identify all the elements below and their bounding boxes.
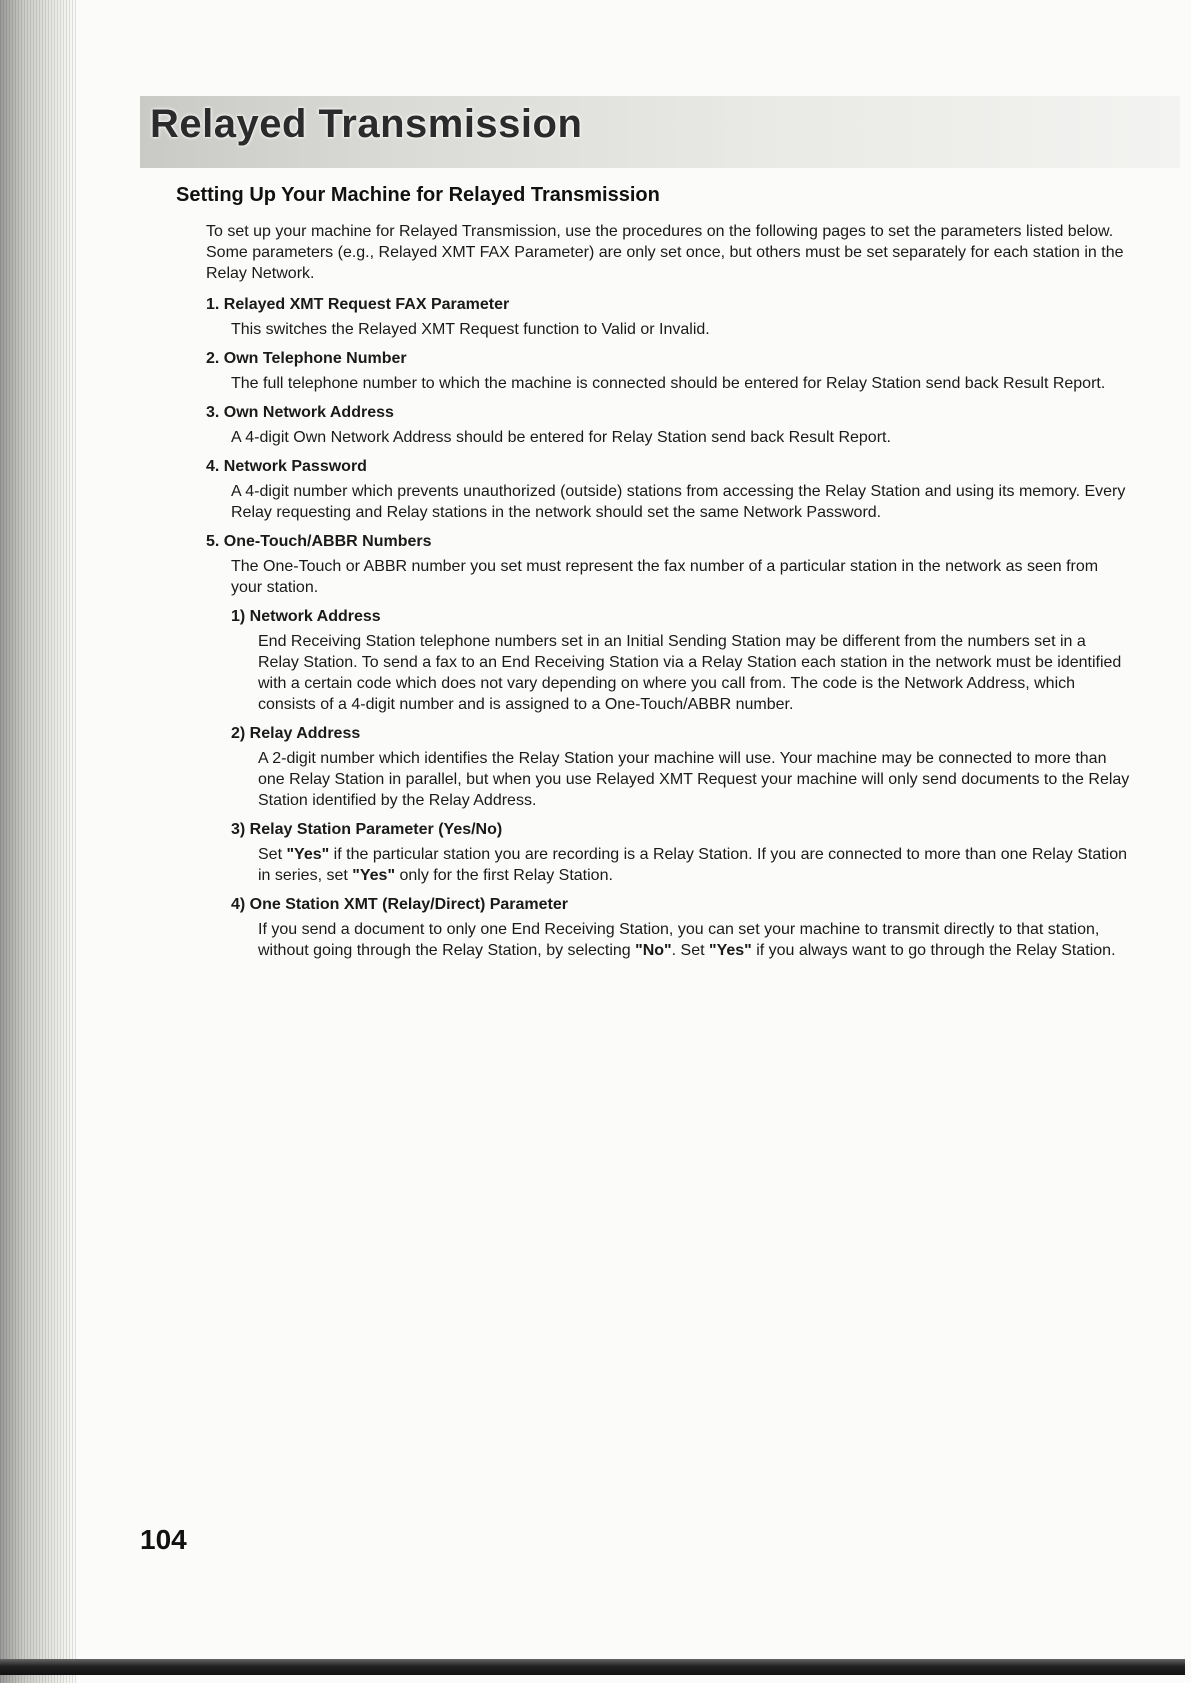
page-content <box>176 184 1136 971</box>
parameter-heading: 2. Own Telephone Number <box>206 350 407 367</box>
sub-parameter-network-address <box>231 608 1136 715</box>
parameter-heading: 4. Network Password <box>206 458 367 475</box>
page-bottom-edge <box>0 1659 1185 1675</box>
text-run: if you always want to go through the Relay Station. <box>751 942 1116 959</box>
text-run: If you send a document to only one End Receiving Station, you can set your machine to transmit directly to that station, without going through the Relay Station, by selecting <box>258 921 1100 959</box>
parameter-heading: 1. Relayed XMT Request FAX Parameter <box>206 296 510 313</box>
sub-parameter-heading: 2) Relay Address <box>231 725 361 742</box>
parameter-description: The One-Touch or ABBR number you set must represent the fax number of a particular station in the network as seen from your station. <box>231 558 1099 596</box>
no-value: "No" <box>635 942 672 959</box>
section-heading: Setting Up Your Machine for Relayed Transmission <box>176 184 660 206</box>
parameter-item-2 <box>206 350 1136 394</box>
parameter-heading: 3. Own Network Address <box>206 404 394 421</box>
page-number: 104 <box>140 1524 187 1555</box>
yes-value: "Yes" <box>708 942 752 959</box>
parameter-description: A 4-digit number which prevents unauthorized (outside) stations from accessing the Relay Station and using its memory. Every Relay requesting and Relay stations in the network should set the same Network Password. <box>231 483 1126 521</box>
sub-parameter-description: End Receiving Station telephone numbers set in an Initial Sending Station may be different from the numbers set in a Relay Station. To send a fax to an End Receiving Station via a Relay Station each station in the network must be identified with a certain code which does not vary depending on where you call from. The code is the Network Address, which consists of a 4-digit number and is assigned to a One-Touch/ABBR number. <box>258 633 1122 713</box>
sub-parameter-description <box>258 844 1131 886</box>
scan-edge-shadow <box>0 0 78 1683</box>
parameter-heading: 5. One-Touch/ABBR Numbers <box>206 533 432 550</box>
sub-parameter-heading: 1) Network Address <box>231 608 381 625</box>
text-run: . Set <box>671 942 709 959</box>
section-intro: To set up your machine for Relayed Transmission, use the procedures on the following pages to set the parameters listed below. Some parameters (e.g., Relayed XMT FAX Parameter) are only set once, but others must be set separately for each station in the Relay Network. <box>206 223 1124 282</box>
parameter-item-1 <box>206 296 1136 340</box>
parameter-item-3 <box>206 404 1136 448</box>
sub-parameter-one-station-xmt <box>231 896 1136 961</box>
parameter-description: The full telephone number to which the machine is connected should be entered for Relay Station send back Result Report. <box>231 375 1106 392</box>
text-run: Set <box>258 846 287 863</box>
text-run: only for the first Relay Station. <box>395 867 613 884</box>
sub-parameter-relay-station <box>231 821 1136 886</box>
page-title: Relayed Transmission <box>150 102 583 146</box>
parameter-item-4 <box>206 458 1136 523</box>
parameter-description: This switches the Relayed XMT Request function to Valid or Invalid. <box>231 321 710 338</box>
yes-value: "Yes" <box>286 846 330 863</box>
sub-parameter-description: A 2-digit number which identifies the Relay Station your machine will use. Your machine may be connected to more than one Relay Station in parallel, but when you use Relayed XMT Request your machine will only send documents to the Relay Station identified by the Relay Address. <box>258 750 1130 809</box>
sub-parameter-heading: 3) Relay Station Parameter (Yes/No) <box>231 821 503 838</box>
yes-value: "Yes" <box>352 867 396 884</box>
sub-parameter-heading: 4) One Station XMT (Relay/Direct) Parameter <box>231 896 568 913</box>
text-run: if the particular station you are recording is a Relay Station. If you are connected to more than one Relay Station in series, set <box>258 846 1128 884</box>
parameter-item-5 <box>206 533 1136 961</box>
sub-parameter-description <box>258 919 1131 961</box>
parameter-description: A 4-digit Own Network Address should be entered for Relay Station send back Result Report. <box>231 429 891 446</box>
sub-parameter-relay-address <box>231 725 1136 811</box>
